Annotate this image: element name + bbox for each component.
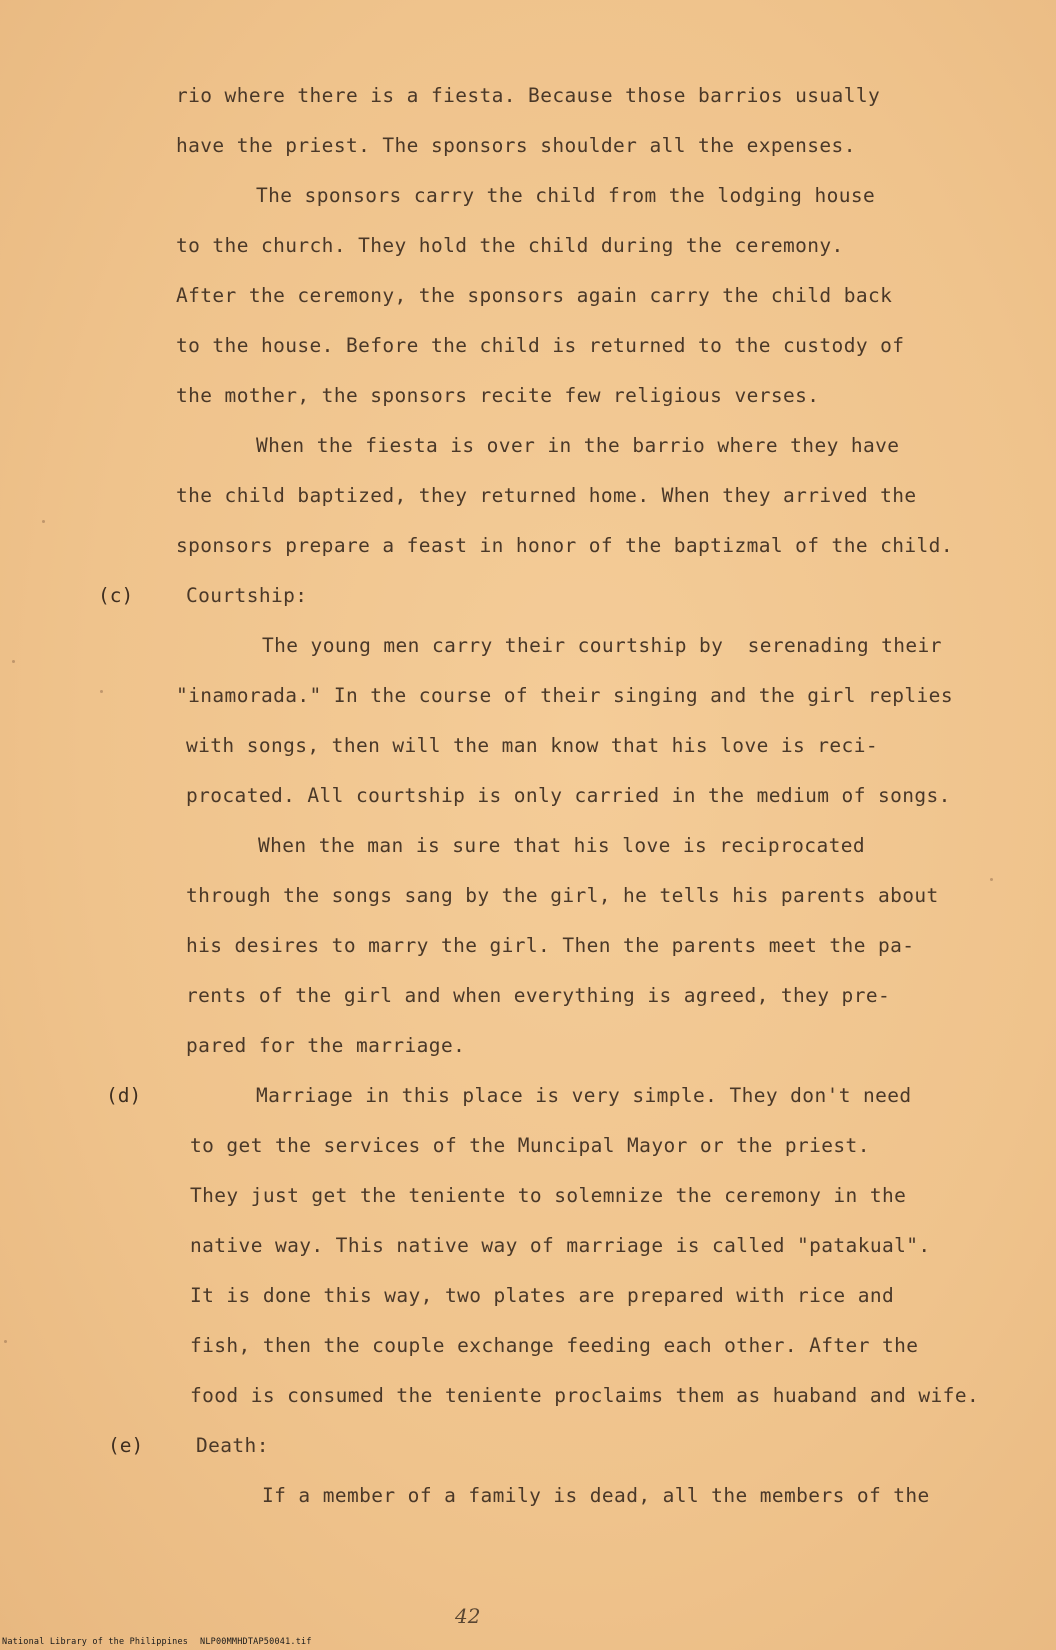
paper-speck [990,878,993,881]
text-line: Marriage in this place is very simple. They don't need [256,1084,912,1107]
text-line: food is consumed the teniente proclaims them as huaband and wife. [190,1384,980,1407]
text-line: have the priest. The sponsors shoulder all the expenses. [176,134,856,157]
text-line: "inamorada." In the course of their singing and the girl replies [176,684,953,707]
text-line: the child baptized, they returned home. When they arrived the [176,484,917,507]
text-line: They just get the teniente to solemnize the ceremony in the [190,1184,907,1207]
section-marker: (e) [108,1434,144,1457]
text-line: When the man is sure that his love is reciprocated [258,834,865,857]
text-line: rents of the girl and when everything is agreed, they pre- [186,984,891,1007]
text-line: the mother, the sponsors recite few religious verses. [176,384,820,407]
text-line: rio where there is a fiesta. Because those barrios usually [176,84,881,107]
text-line: procated. All courtship is only carried in the medium of songs. [186,784,951,807]
paper-speck [4,1340,7,1343]
text-line: through the songs sang by the girl, he tells his parents about [186,884,939,907]
text-line: When the fiesta is over in the barrio where they have [256,434,900,457]
section-marker: (c) [98,584,134,607]
text-line: fish, then the couple exchange feeding each other. After the [190,1334,919,1357]
section-marker: (d) [106,1084,142,1107]
text-line: to the church. They hold the child during the ceremony. [176,234,844,257]
text-line: pared for the marriage. [186,1034,466,1057]
text-line: The sponsors carry the child from the lodging house [256,184,876,207]
text-line: with songs, then will the man know that his love is reci- [186,734,878,757]
text-line: sponsors prepare a feast in honor of the baptizmal of the child. [176,534,953,557]
footer-library: National Library of the Philippines [2,1637,189,1647]
text-line: After the ceremony, the sponsors again carry the child back [176,284,893,307]
page-number: 42 [455,1604,481,1628]
text-line: native way. This native way of marriage is called "patakual". [190,1234,931,1257]
text-line: to get the services of the Muncipal Mayor or the priest. [190,1134,870,1157]
section-heading: Death: [196,1434,269,1457]
paper-speck [42,520,45,523]
text-line: It is done this way, two plates are prepared with rice and [190,1284,895,1307]
paper-speck [100,690,103,693]
section-heading: Courtship: [186,584,308,607]
text-line: The young men carry their courtship by serenading their [262,634,942,657]
text-line: his desires to marry the girl. Then the parents meet the pa- [186,934,915,957]
text-line: to the house. Before the child is returned to the custody of [176,334,905,357]
footer-filename: NLP00MMHDTAP50041.tif [200,1637,312,1647]
text-line: If a member of a family is dead, all the members of the [262,1484,930,1507]
paper-speck [12,660,15,663]
